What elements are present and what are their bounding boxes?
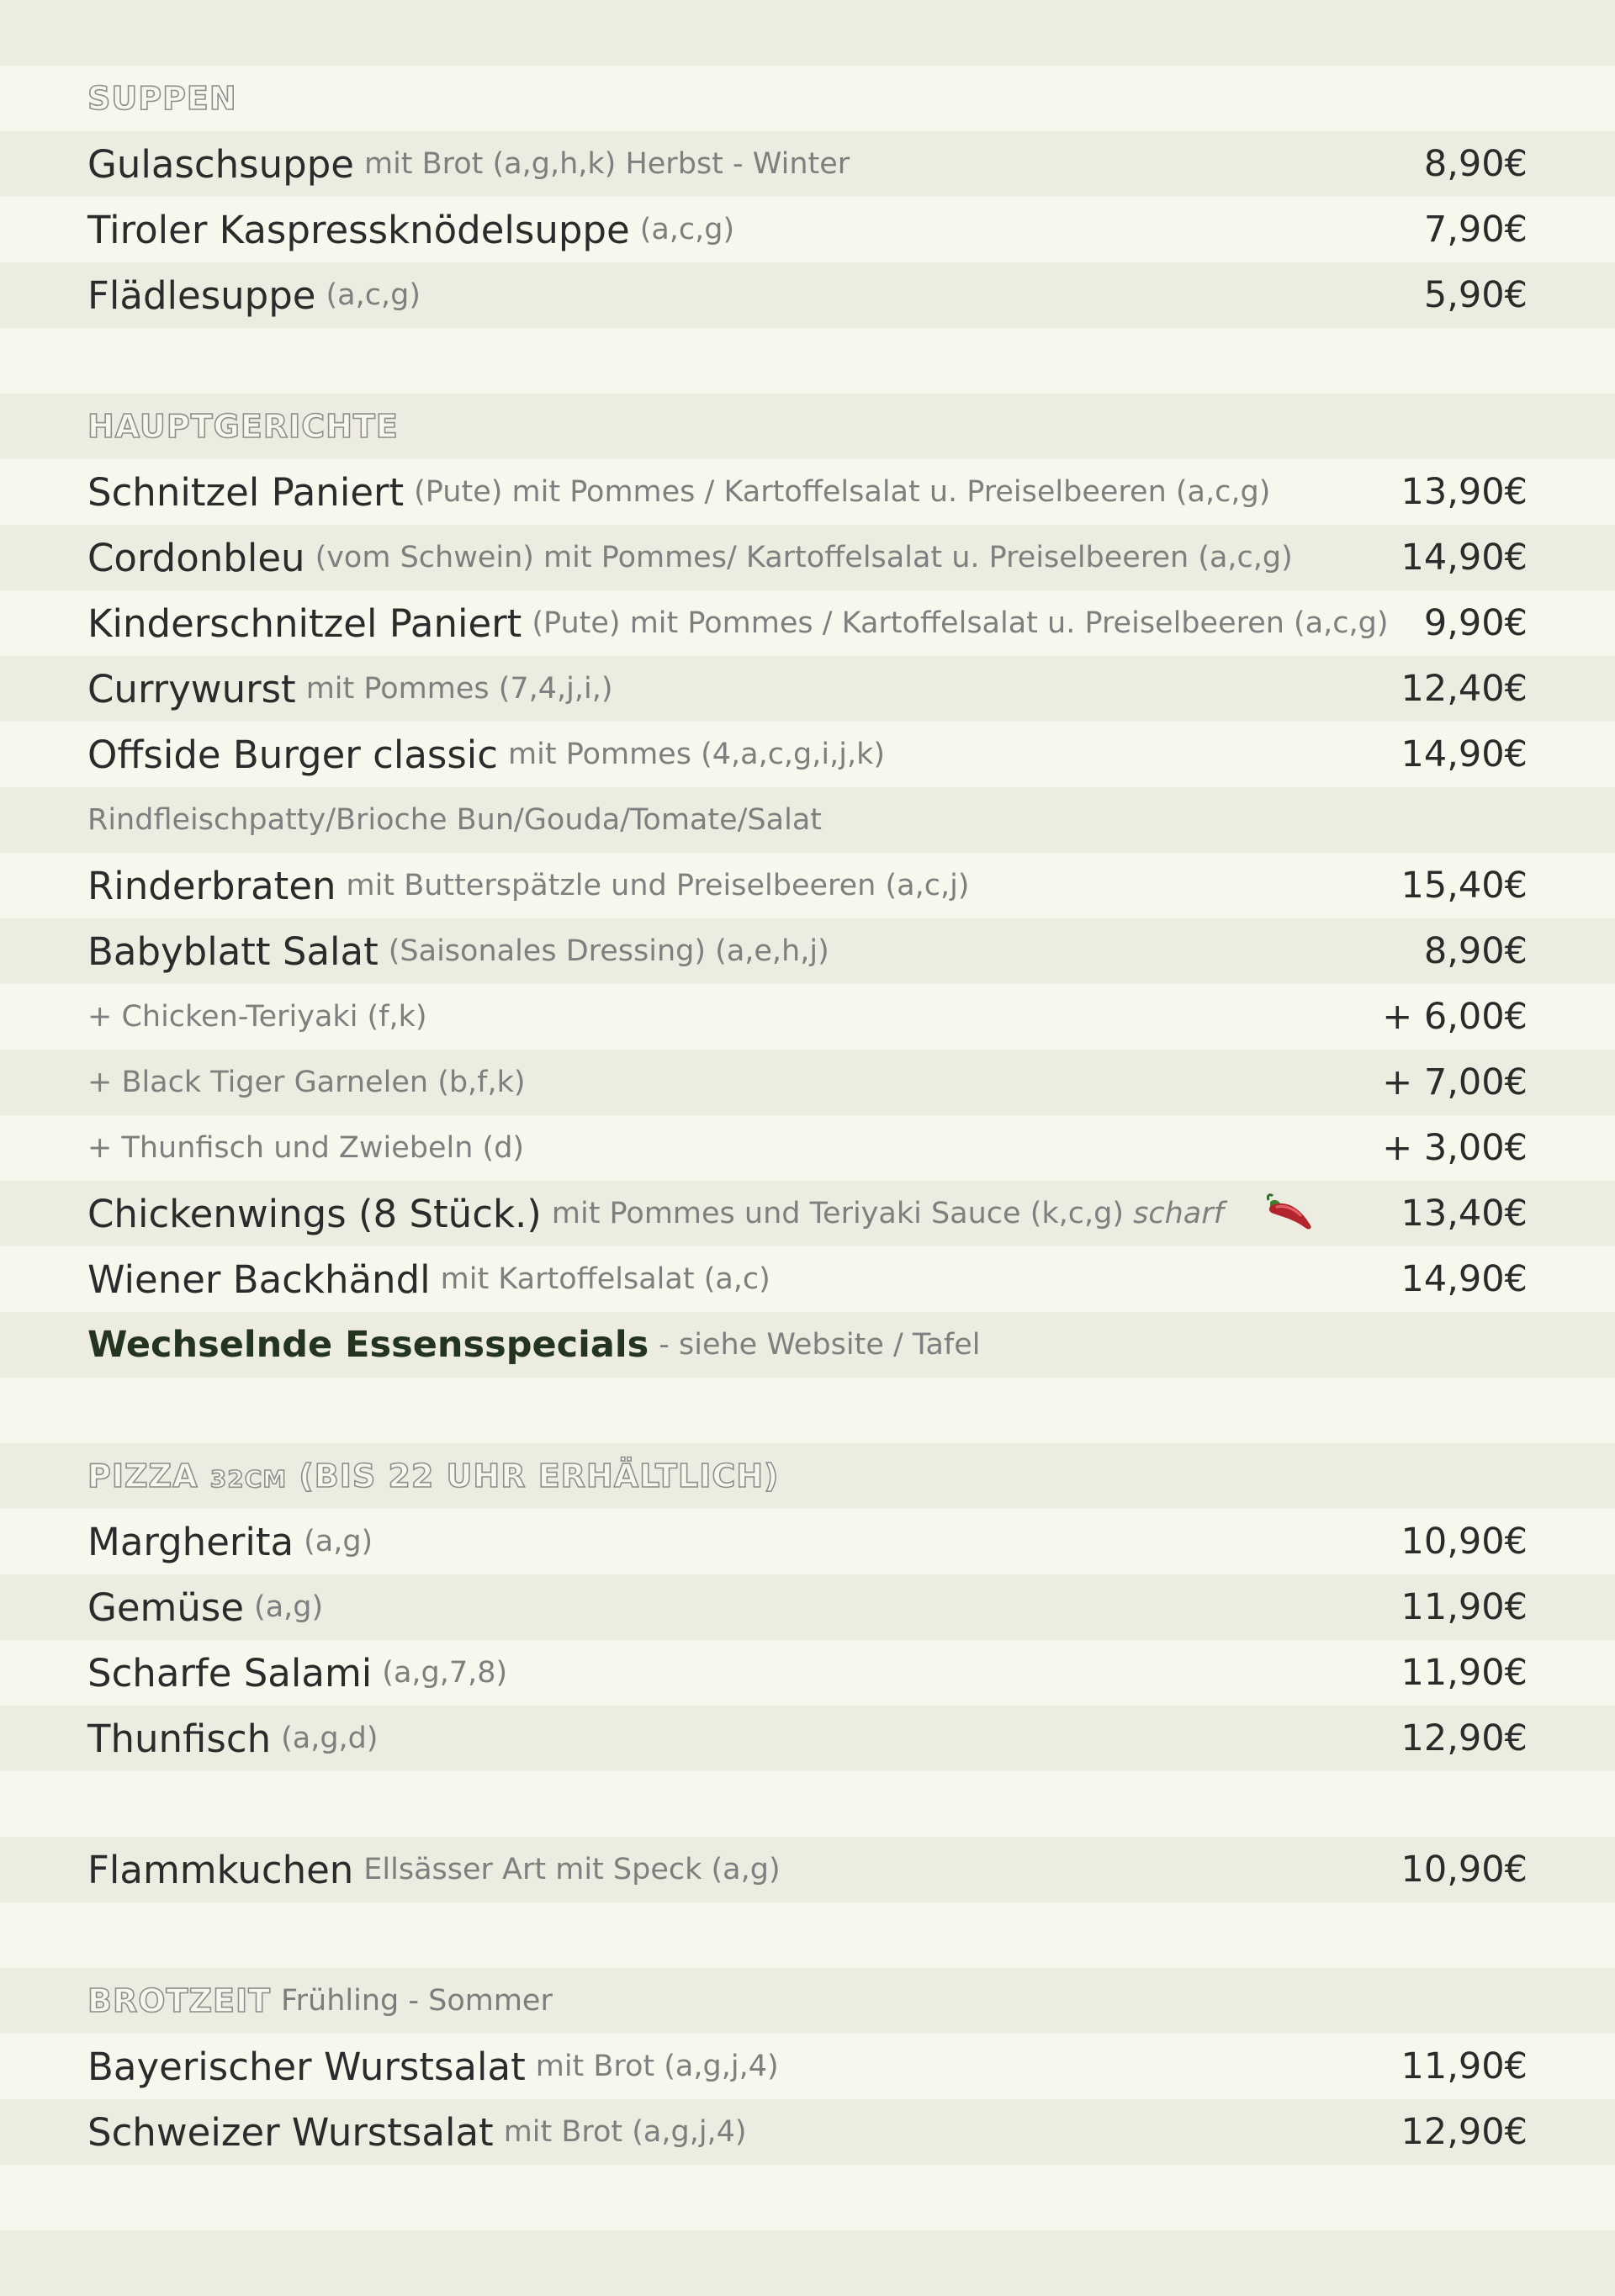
section-title: SUPPEN: [87, 80, 237, 117]
section-header-suppen: [0, 66, 1615, 131]
item-name: Currywurst: [87, 666, 296, 712]
item-name: Gulaschsuppe: [87, 141, 354, 187]
item-name: Wiener Backhändl: [87, 1256, 431, 1302]
menu-item: [0, 1706, 1615, 1771]
item-name: Tiroler Kaspressknödelsuppe: [87, 207, 630, 252]
item-name: Cordonbleu: [87, 535, 305, 580]
spacer-row: [0, 2165, 1615, 2230]
menu-item: [0, 525, 1615, 590]
item-description: Ellsässer Art mit Speck (a,g): [363, 1853, 781, 1886]
addon-item: [0, 1115, 1615, 1181]
menu-item: [0, 918, 1615, 984]
item-description: [552, 1197, 1224, 1230]
item-price: 8,90€: [1423, 930, 1528, 972]
item-price: 12,90€: [1401, 1717, 1528, 1759]
addon-item: [0, 984, 1615, 1050]
section-season-note: Frühling - Sommer: [281, 1984, 553, 2018]
menu-item: [0, 262, 1615, 328]
item-description: (a,g,d): [281, 1722, 379, 1755]
menu-item: [0, 1181, 1615, 1246]
item-price: 12,40€: [1401, 668, 1528, 710]
menu-item: [0, 590, 1615, 656]
pizza-availability: (BIS 22 UHR ERHÄLTLICH): [299, 1457, 780, 1495]
item-description: (vom Schwein) mit Pommes/ Kartoffelsalat u. Preiselbeeren (a,c,g): [315, 541, 1293, 574]
item-description: mit Brot (a,g,j,4): [535, 2050, 779, 2083]
item-name: Flädlesuppe: [87, 272, 316, 318]
item-name: Rinderbraten: [87, 863, 336, 908]
item-price: 8,90€: [1423, 143, 1528, 185]
item-name: Chickenwings (8 Stück.): [87, 1191, 542, 1236]
chili-pepper-icon: [1262, 1192, 1316, 1234]
menu-item: [0, 459, 1615, 525]
pizza-title: PIZZA: [87, 1457, 199, 1495]
spacer-row: [0, 1378, 1615, 1443]
item-price: 9,90€: [1423, 602, 1528, 644]
item-name: Thunfisch: [87, 1716, 272, 1761]
addon-price: + 3,00€: [1382, 1127, 1528, 1169]
item-price: 11,90€: [1401, 1652, 1528, 1694]
item-description-text: mit Pommes und Teriyaki Sauce (k,c,g): [551, 1197, 1124, 1230]
burger-ingredients: Rindfleischpatty/Brioche Bun/Gouda/Tomate/Salat: [87, 803, 822, 837]
item-description: (a,c,g): [326, 278, 421, 312]
menu-item: [0, 1837, 1615, 1902]
addon-label: + Black Tiger Garnelen (b,f,k): [87, 1066, 526, 1099]
spacer-row: [0, 1771, 1615, 1837]
specials-label: Wechselnde Essensspecials: [87, 1324, 649, 1366]
menu-item: [0, 197, 1615, 262]
item-price: 7,90€: [1423, 209, 1528, 251]
item-name: Schnitzel Paniert: [87, 469, 405, 515]
item-name: Flammkuchen: [87, 1847, 354, 1892]
item-name: Kinderschnitzel Paniert: [87, 600, 522, 646]
menu-item: [0, 722, 1615, 787]
item-name: Schweizer Wurstsalat: [87, 2109, 494, 2155]
item-price: 14,90€: [1401, 537, 1528, 579]
item-description: (Saisonales Dressing) (a,e,h,j): [388, 934, 829, 968]
item-price: 11,90€: [1401, 2045, 1528, 2087]
specials-note: - siehe Website / Tafel: [659, 1328, 981, 1362]
section-header-pizza: [0, 1443, 1615, 1509]
addon-item: [0, 1050, 1615, 1115]
pizza-size: 32CM: [209, 1465, 288, 1493]
section-header-hauptgerichte: [0, 394, 1615, 459]
item-price: 15,40€: [1401, 865, 1528, 907]
top-band: [0, 0, 1615, 66]
item-name: Babyblatt Salat: [87, 928, 379, 974]
item-price: 11,90€: [1401, 1586, 1528, 1628]
item-price: 14,90€: [1401, 1258, 1528, 1300]
item-description: mit Brot (a,g,j,4): [503, 2115, 747, 2149]
menu-item: [0, 2034, 1615, 2099]
item-description: (Pute) mit Pommes / Kartoffelsalat u. Preiselbeeren (a,c,g): [532, 606, 1389, 640]
specials-row: [0, 1312, 1615, 1378]
item-price: 13,90€: [1401, 471, 1528, 513]
item-description: (a,g,7,8): [382, 1656, 508, 1690]
addon-price: + 6,00€: [1382, 996, 1528, 1038]
item-price: 10,90€: [1401, 1849, 1528, 1891]
section-title: [87, 1457, 779, 1495]
item-description: (a,c,g): [639, 213, 735, 246]
spacer-row: [0, 1902, 1615, 1968]
menu-item: [0, 1246, 1615, 1312]
addon-label: + Chicken-Teriyaki (f,k): [87, 1000, 427, 1034]
menu-item: [0, 656, 1615, 722]
menu-item: [0, 131, 1615, 197]
menu-item: [0, 1509, 1615, 1574]
addon-price: + 7,00€: [1382, 1061, 1528, 1103]
item-description: mit Butterspätzle und Preiselbeeren (a,c,j): [346, 869, 970, 902]
menu-item: [0, 853, 1615, 918]
item-subline: [0, 787, 1615, 853]
bottom-band: [0, 2230, 1615, 2296]
item-price: 10,90€: [1401, 1521, 1528, 1563]
section-title: BROTZEIT: [87, 1982, 272, 2019]
spacer-row: [0, 328, 1615, 394]
item-name: Offside Burger classic: [87, 732, 499, 777]
menu-item: [0, 1640, 1615, 1706]
item-price: 12,90€: [1401, 2111, 1528, 2153]
menu-item: [0, 1574, 1615, 1640]
item-description: mit Brot (a,g,h,k) Herbst - Winter: [363, 147, 850, 181]
item-description: mit Pommes (7,4,j,i,): [305, 672, 613, 706]
section-title: HAUPTGERICHTE: [87, 408, 399, 445]
item-description: (a,g): [254, 1590, 324, 1624]
item-price: 5,90€: [1423, 274, 1528, 316]
menu-item: [0, 2099, 1615, 2165]
item-name: Margherita: [87, 1519, 294, 1564]
item-name: Bayerischer Wurstsalat: [87, 2044, 526, 2089]
item-price: 13,40€: [1401, 1193, 1528, 1235]
addon-label: + Thunfisch und Zwiebeln (d): [87, 1131, 525, 1165]
item-description: mit Pommes (4,a,c,g,i,j,k): [508, 738, 886, 771]
item-description: (a,g): [304, 1525, 373, 1558]
item-description: (Pute) mit Pommes / Kartoffelsalat u. Preiselbeeren (a,c,g): [414, 475, 1271, 509]
section-header-brotzeit: [0, 1968, 1615, 2034]
item-name: Scharfe Salami: [87, 1650, 373, 1696]
item-name: Gemüse: [87, 1584, 245, 1630]
item-description: mit Kartoffelsalat (a,c): [440, 1262, 770, 1296]
spicy-label: scharf: [1133, 1197, 1224, 1230]
item-price: 14,90€: [1401, 733, 1528, 775]
